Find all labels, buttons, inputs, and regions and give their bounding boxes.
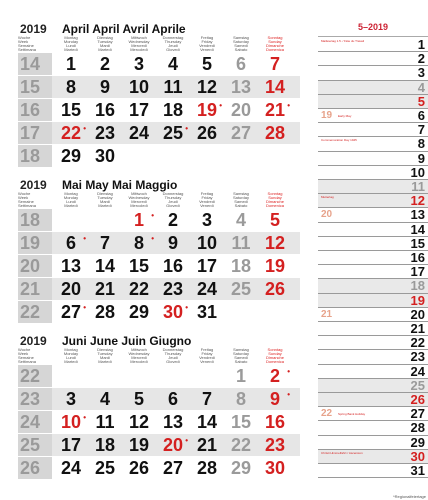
- month-header: [18, 334, 300, 364]
- day-cell: 20: [230, 100, 252, 120]
- month-may: [18, 178, 300, 323]
- week-number: 21: [18, 278, 52, 300]
- side-day-row: [318, 336, 428, 350]
- day-header-thu: Donnerstag Thursday Jeudi Giovedì: [162, 347, 184, 364]
- side-strip: [318, 0, 428, 500]
- day-cell: 1: [65, 54, 76, 74]
- day-cell: [156, 145, 190, 167]
- day-cell: 24: [60, 458, 82, 478]
- side-day-row: [318, 166, 428, 180]
- day-cell: 3: [65, 389, 76, 409]
- day-cell: 7: [201, 389, 212, 409]
- day-cell: 11: [163, 77, 183, 97]
- day-cell: 27: [162, 458, 184, 478]
- day-cell: 25 •: [156, 122, 190, 144]
- day-cell: 16: [264, 412, 286, 432]
- side-title: 5–2019: [318, 22, 428, 37]
- week-header: Woche Week Semaine Settimana: [18, 191, 37, 208]
- day-cell: 30: [94, 146, 116, 166]
- side-day-row: [318, 237, 428, 251]
- day-cell: 26: [196, 123, 218, 143]
- day-cell: 20 •: [156, 434, 190, 456]
- side-day-number: 13: [410, 207, 425, 223]
- day-cell: [190, 145, 224, 167]
- week-row: [18, 52, 300, 75]
- month-header: [18, 22, 300, 52]
- day-cell: 19: [128, 435, 150, 455]
- side-day-number: 9: [417, 150, 425, 166]
- side-day-number: 17: [410, 264, 425, 280]
- month-header: [18, 178, 300, 208]
- side-day-row: [318, 436, 428, 450]
- side-day-number: 26: [410, 392, 425, 407]
- divider: [300, 0, 306, 500]
- side-day-number: 4: [417, 79, 425, 95]
- day-cell: 9: [167, 233, 178, 253]
- side-day-row: [318, 251, 428, 265]
- side-day-row: [318, 393, 428, 407]
- side-day-row: [318, 279, 428, 293]
- footnote: *Regionalfeiertage: [393, 494, 426, 499]
- week-number: 22: [18, 365, 52, 387]
- side-note: Muttertag: [321, 195, 334, 200]
- side-day-number: 11: [411, 179, 425, 194]
- day-cell: 13: [60, 256, 82, 276]
- side-day-number: 31: [410, 463, 425, 478]
- day-cell: 28: [94, 302, 116, 322]
- week-row: [18, 433, 300, 456]
- month-year: 2019: [20, 22, 47, 36]
- side-day-number: 15: [410, 235, 425, 251]
- day-cell: 29: [60, 146, 82, 166]
- day-cell: 23: [264, 435, 286, 455]
- day-header-sat: Samstag Saturday Samedi Sabato: [232, 347, 249, 364]
- side-week-number: 19: [321, 110, 333, 121]
- day-cell: 22 •: [54, 122, 88, 144]
- day-cell: 26: [264, 279, 286, 299]
- week-row: [18, 144, 300, 167]
- week-number: 25: [18, 434, 52, 456]
- side-day-row: [318, 95, 428, 109]
- day-cell: 6 •: [54, 232, 88, 254]
- week-number: 15: [18, 76, 52, 98]
- side-day-number: 29: [410, 434, 425, 450]
- month-year: 2019: [20, 334, 47, 348]
- week-row: [18, 254, 300, 277]
- day-cell: 14: [196, 412, 218, 432]
- day-cell: [190, 365, 224, 387]
- day-cell: [224, 145, 258, 167]
- day-cell: 18: [162, 100, 184, 120]
- day-cell: 12: [196, 77, 218, 97]
- week-row: [18, 98, 300, 121]
- side-day-number: 8: [417, 136, 425, 152]
- day-cell: 10: [128, 77, 150, 97]
- day-cell: 9: [99, 77, 110, 97]
- day-cell: 25: [94, 458, 116, 478]
- month-april: [18, 22, 300, 167]
- side-day-row: [318, 194, 428, 208]
- side-day-row: [318, 294, 428, 308]
- month-june: [18, 334, 300, 479]
- day-cell: 5: [201, 54, 212, 74]
- side-day-row: [318, 450, 428, 464]
- day-cell: 13: [230, 77, 252, 97]
- week-header: Woche Week Semaine Settimana: [18, 35, 37, 52]
- side-day-number: 2: [417, 51, 425, 67]
- day-cell: 13: [162, 412, 184, 432]
- day-cell: 30: [264, 458, 286, 478]
- side-day-number: 1: [417, 37, 425, 52]
- side-day-row: [318, 109, 428, 123]
- day-cell: 14: [94, 256, 116, 276]
- side-day-row: [318, 52, 428, 66]
- day-cell: 17: [60, 435, 82, 455]
- day-headers: [18, 348, 300, 364]
- side-note: Early May: [338, 114, 352, 118]
- side-day-number: 24: [410, 363, 425, 379]
- day-header-mon: Montag Monday Lundi Martedì: [63, 35, 79, 52]
- day-cell: 5: [269, 210, 280, 230]
- day-cell: [258, 145, 292, 167]
- side-week-number: 21: [321, 308, 333, 320]
- day-cell: 11: [231, 233, 251, 253]
- side-day-row: [318, 421, 428, 435]
- day-cell: 21: [94, 279, 116, 299]
- side-week-number: 22: [321, 408, 333, 420]
- day-cell: 28: [196, 458, 218, 478]
- day-header-tue: Dienstag Tuesday Mardi Martedì: [97, 347, 113, 364]
- day-cell: 29: [128, 302, 150, 322]
- day-header-mon: Montag Monday Lundi Martedì: [63, 191, 79, 208]
- side-note: Christi Himmelfahrt / Ascension: [321, 450, 363, 455]
- day-header-thu: Donnerstag Thursday Jeudi Giovedì: [162, 191, 184, 208]
- day-cell: 25: [230, 279, 252, 299]
- day-cell: [54, 365, 88, 387]
- day-cell: 27: [230, 123, 252, 143]
- day-cell: 4: [167, 54, 178, 74]
- day-cell: 1: [235, 366, 246, 386]
- day-cell: 3: [201, 210, 212, 230]
- day-cell: 16: [162, 256, 184, 276]
- day-cell: 24: [128, 123, 150, 143]
- side-day-number: 22: [410, 335, 425, 351]
- day-cell: 1 •: [122, 209, 156, 231]
- side-note: Commemoration Day 1945: [321, 138, 357, 143]
- side-day-row: [318, 365, 428, 379]
- day-cell: 7: [269, 54, 280, 74]
- day-cell: 16: [94, 100, 116, 120]
- day-cell: 4: [235, 210, 246, 230]
- week-number: 20: [18, 255, 52, 277]
- day-cell: 8: [235, 389, 246, 409]
- side-day-number: 6: [417, 108, 425, 123]
- side-day-row: [318, 464, 428, 478]
- day-cell: [224, 301, 258, 323]
- day-cell: 26: [128, 458, 150, 478]
- day-header-sun: Sonntag Sunday Dimanche Domenica: [265, 347, 284, 364]
- day-cell: 12: [264, 233, 286, 253]
- day-cell: 10 •: [54, 411, 88, 433]
- day-cell: 8 •: [122, 232, 156, 254]
- day-cell: 20: [60, 279, 82, 299]
- side-day-number: 10: [410, 164, 425, 180]
- week-number: 19: [18, 232, 52, 254]
- day-header-fri: Freitag Friday Vendredi Venerdì: [199, 35, 215, 52]
- day-header-tue: Dienstag Tuesday Mardi Martedì: [97, 35, 113, 52]
- side-day-number: 14: [410, 221, 425, 237]
- day-cell: 15: [128, 256, 150, 276]
- day-cell: 22: [230, 435, 252, 455]
- side-day-number: 3: [417, 65, 425, 81]
- side-day-row: [318, 407, 428, 421]
- side-week-number: 20: [321, 209, 333, 221]
- side-day-number: 19: [410, 292, 425, 308]
- day-cell: 4: [99, 389, 110, 409]
- side-day-number: 7: [417, 122, 425, 138]
- day-cell: 11: [95, 412, 115, 432]
- day-cell: 23: [94, 123, 116, 143]
- side-day-row: [318, 180, 428, 194]
- side-day-number: 12: [410, 193, 425, 209]
- week-row: [18, 208, 300, 231]
- day-cell: [88, 365, 122, 387]
- week-row: [18, 121, 300, 144]
- day-cell: 19: [264, 256, 286, 276]
- week-number: 23: [18, 388, 52, 410]
- side-day-row: [318, 308, 428, 322]
- day-cell: 5: [133, 389, 144, 409]
- week-number: 22: [18, 301, 52, 323]
- side-day-row: [318, 38, 428, 52]
- side-day-row: [318, 66, 428, 80]
- week-number: 26: [18, 457, 52, 479]
- day-cell: 18: [230, 256, 252, 276]
- day-cell: 3: [133, 54, 144, 74]
- day-header-wed: Mittwoch Wednesday Mercredi Mercoledì: [128, 191, 150, 208]
- day-cell: [88, 209, 122, 231]
- day-headers: [18, 192, 300, 208]
- side-day-row: [318, 152, 428, 166]
- day-cell: 9 •: [258, 388, 292, 410]
- day-cell: 6: [167, 389, 178, 409]
- day-header-sun: Sonntag Sunday Dimanche Domenica: [265, 191, 284, 208]
- day-cell: 6: [235, 54, 246, 74]
- week-row: [18, 456, 300, 479]
- side-day-row: [318, 322, 428, 336]
- side-day-row: [318, 208, 428, 222]
- side-day-number: 25: [410, 377, 425, 393]
- side-day-row: [318, 265, 428, 279]
- week-number: 14: [18, 53, 52, 75]
- day-cell: 2 •: [258, 365, 292, 387]
- side-day-number: 30: [410, 448, 425, 464]
- week-number: 17: [18, 122, 52, 144]
- day-cell: 24: [196, 279, 218, 299]
- side-day-row: [318, 350, 428, 364]
- day-header-wed: Mittwoch Wednesday Mercredi Mercoledì: [128, 35, 150, 52]
- day-cell: 2: [167, 210, 178, 230]
- side-day-row: [318, 379, 428, 393]
- day-cell: [258, 301, 292, 323]
- week-number: 16: [18, 99, 52, 121]
- side-day-number: 18: [410, 278, 425, 294]
- day-header-tue: Dienstag Tuesday Mardi Martedì: [97, 191, 113, 208]
- day-cell: 15: [230, 412, 252, 432]
- day-header-mon: Montag Monday Lundi Martedì: [63, 347, 79, 364]
- side-day-number: 21: [410, 321, 425, 336]
- day-cell: 7: [99, 233, 110, 253]
- side-note: Maifeiertag 1.5. / Fête du Travail: [321, 39, 365, 43]
- side-day-number: 16: [410, 250, 425, 265]
- week-row: [18, 300, 300, 323]
- side-note: Spring Bank Holiday: [338, 412, 366, 417]
- side-day-number: 27: [410, 406, 425, 422]
- week-number: 18: [18, 145, 52, 167]
- side-day-number: 23: [410, 349, 425, 365]
- week-row: [18, 231, 300, 254]
- day-cell: 23: [162, 279, 184, 299]
- week-row: [18, 387, 300, 410]
- week-row: [18, 75, 300, 98]
- side-day-row: [318, 223, 428, 237]
- week-row: [18, 410, 300, 433]
- day-cell: 19 •: [190, 99, 224, 121]
- day-header-sat: Samstag Saturday Samedi Sabato: [232, 35, 249, 52]
- day-cell: 2: [99, 54, 110, 74]
- day-cell: 12: [128, 412, 150, 432]
- day-cell: 10: [196, 233, 218, 253]
- side-day-row: [318, 123, 428, 137]
- week-number: 18: [18, 209, 52, 231]
- day-headers: [18, 36, 300, 52]
- day-cell: 15: [60, 100, 82, 120]
- day-cell: 27 •: [54, 301, 88, 323]
- side-day-number: 20: [410, 306, 425, 322]
- day-cell: 8: [65, 77, 76, 97]
- side-day-row: [318, 81, 428, 95]
- day-cell: 30 •: [156, 301, 190, 323]
- side-day-number: 28: [410, 420, 425, 436]
- day-header-fri: Freitag Friday Vendredi Venerdì: [199, 347, 215, 364]
- day-cell: 22: [128, 279, 150, 299]
- week-row: [18, 364, 300, 387]
- month-title: April April Avril Aprile: [62, 22, 186, 36]
- day-header-wed: Mittwoch Wednesday Mercredi Mercoledì: [128, 347, 150, 364]
- day-cell: 21 •: [258, 99, 292, 121]
- side-day-number: 5: [417, 93, 425, 109]
- day-cell: 31: [196, 302, 218, 322]
- day-header-sat: Samstag Saturday Samedi Sabato: [232, 191, 249, 208]
- month-title: Mai May Mai Maggio: [62, 178, 178, 192]
- day-cell: 28: [264, 123, 286, 143]
- week-row: [18, 277, 300, 300]
- day-cell: [122, 365, 156, 387]
- month-title: Juni June Juin Giugno: [62, 334, 192, 348]
- day-cell: 17: [196, 256, 218, 276]
- day-cell: 29: [230, 458, 252, 478]
- month-year: 2019: [20, 178, 47, 192]
- side-day-row: [318, 137, 428, 151]
- day-cell: [156, 365, 190, 387]
- week-number: 24: [18, 411, 52, 433]
- day-header-thu: Donnerstag Thursday Jeudi Giovedì: [162, 35, 184, 52]
- day-cell: 21: [196, 435, 218, 455]
- week-header: Woche Week Semaine Settimana: [18, 347, 37, 364]
- day-cell: 17: [128, 100, 150, 120]
- day-cell: 18: [94, 435, 116, 455]
- day-header-sun: Sonntag Sunday Dimanche Domenica: [265, 35, 284, 52]
- day-header-fri: Freitag Friday Vendredi Venerdì: [199, 191, 215, 208]
- day-cell: [122, 145, 156, 167]
- day-cell: 14: [264, 77, 286, 97]
